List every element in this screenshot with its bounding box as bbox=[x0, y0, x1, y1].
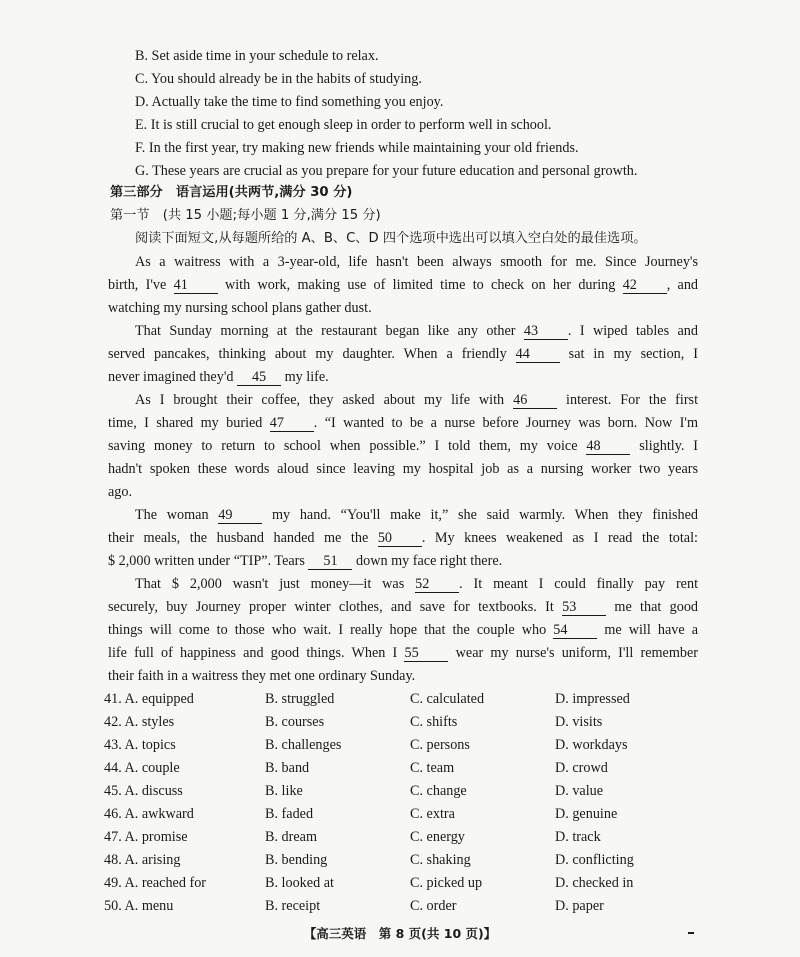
passage-line: their faith in a waitress they met one ordinary Sunday. bbox=[108, 668, 416, 684]
blank-54: 54 bbox=[553, 622, 597, 639]
passage-text: me that good bbox=[614, 599, 699, 615]
passage-line bbox=[135, 389, 698, 411]
option-a: 46. A. awkward bbox=[104, 806, 194, 822]
part3-heading: 第三部分 语言运用(共两节,满分 30 分) bbox=[110, 185, 353, 200]
passage-text: me will have a bbox=[604, 622, 699, 638]
passage-line bbox=[108, 596, 698, 618]
passage-line bbox=[135, 504, 698, 526]
section1-heading: 第一节 (共 15 小题;每小题 1 分,满分 15 分) bbox=[110, 208, 381, 223]
option-c: C. extra bbox=[410, 806, 455, 822]
blank-49: 49 bbox=[218, 507, 262, 524]
option-c: C. persons bbox=[410, 737, 470, 753]
option-d: D. value bbox=[555, 783, 604, 799]
option-b: B. looked at bbox=[265, 875, 334, 891]
prev-option-b: B. Set aside time in your schedule to relax. bbox=[135, 48, 379, 64]
blank-50: 50 bbox=[378, 530, 422, 547]
passage-line bbox=[108, 527, 698, 549]
passage-text: . “I wanted to be a nurse before Journey was born. Now I'm bbox=[313, 415, 698, 431]
option-d: D. paper bbox=[555, 898, 604, 914]
blank-55: 55 bbox=[404, 645, 448, 662]
blank-41: 41 bbox=[174, 277, 218, 294]
passage-text: As I brought their coffee, they asked about my life with bbox=[135, 392, 505, 408]
passage-text: down my face right there. bbox=[356, 553, 503, 569]
question-row bbox=[104, 826, 704, 849]
blank-46: 46 bbox=[513, 392, 557, 409]
passage-text: sat in my section, I bbox=[568, 346, 699, 362]
passage-line bbox=[108, 642, 698, 664]
passage-line bbox=[108, 435, 698, 457]
option-a: 49. A. reached for bbox=[104, 875, 207, 891]
passage-line bbox=[108, 366, 698, 388]
passage-text: . My knees weakened as I read the total: bbox=[421, 530, 698, 546]
option-d: D. genuine bbox=[555, 806, 618, 822]
option-b: B. faded bbox=[265, 806, 314, 822]
option-c: C. energy bbox=[410, 829, 465, 845]
option-b: B. band bbox=[265, 760, 310, 776]
question-row bbox=[104, 849, 704, 872]
question-row bbox=[104, 895, 704, 918]
option-c: C. picked up bbox=[410, 875, 483, 891]
passage-text: That $ 2,000 wasn't just money—it was bbox=[135, 576, 405, 592]
option-a: 47. A. promise bbox=[104, 829, 188, 845]
passage-line bbox=[108, 343, 698, 365]
passage-text: birth, I've bbox=[108, 277, 167, 293]
blank-53: 53 bbox=[562, 599, 606, 616]
passage-text: The woman bbox=[135, 507, 209, 523]
option-b: B. like bbox=[265, 783, 303, 799]
option-d: D. impressed bbox=[555, 691, 630, 707]
option-b: B. dream bbox=[265, 829, 318, 845]
blank-44: 44 bbox=[516, 346, 560, 363]
option-c: C. calculated bbox=[410, 691, 485, 707]
option-b: B. courses bbox=[265, 714, 325, 730]
passage-text: their meals, the husband handed me the bbox=[108, 530, 369, 546]
passage-text: $ 2,000 written under “TIP”. Tears bbox=[108, 553, 305, 569]
passage-line: ago. bbox=[108, 484, 133, 500]
option-d: D. visits bbox=[555, 714, 603, 730]
option-b: B. struggled bbox=[265, 691, 335, 707]
passage-text: things will come to those who wait. I really hope that the couple who bbox=[108, 622, 547, 638]
prev-option-d: D. Actually take the time to find something you enjoy. bbox=[135, 94, 444, 110]
blank-43: 43 bbox=[524, 323, 568, 340]
blank-42: 42 bbox=[623, 277, 667, 294]
instruction: 阅读下面短文,从每题所给的 A、B、C、D 四个选项中选出可以填入空白处的最佳选项。 bbox=[135, 231, 647, 246]
option-d: D. checked in bbox=[555, 875, 634, 891]
passage-text: . I wiped tables and bbox=[567, 323, 698, 339]
page-mark bbox=[688, 932, 694, 934]
passage-line bbox=[108, 619, 698, 641]
passage-text: , and bbox=[666, 277, 699, 293]
question-row bbox=[104, 757, 704, 780]
passage-text: served pancakes, thinking about my daughter. When a friendly bbox=[108, 346, 507, 362]
passage-text: never imagined they'd bbox=[108, 369, 234, 385]
passage-text: my hand. “You'll make it,” she said warmly. When they finished bbox=[271, 507, 699, 523]
option-a: 43. A. topics bbox=[104, 737, 176, 753]
blank-45: 45 bbox=[237, 369, 281, 386]
passage-line: As a waitress with a 3-year-old, life hasn't been always smooth for me. Since Journey's bbox=[135, 254, 698, 270]
option-c: C. change bbox=[410, 783, 467, 799]
passage-text: interest. For the first bbox=[566, 392, 699, 408]
passage-text: saving money to return to school when possible.” I told them, my voice bbox=[108, 438, 578, 454]
question-row bbox=[104, 688, 704, 711]
option-d: D. workdays bbox=[555, 737, 628, 753]
prev-option-f: F. In the first year, try making new friends while maintaining your old friends. bbox=[135, 140, 579, 156]
option-a: 44. A. couple bbox=[104, 760, 180, 776]
option-d: D. track bbox=[555, 829, 601, 845]
passage-text: That Sunday morning at the restaurant began like any other bbox=[135, 323, 516, 339]
prev-option-e: E. It is still crucial to get enough sleep in order to perform well in school. bbox=[135, 117, 552, 133]
passage-text: wear my nurse's uniform, I'll remember bbox=[455, 645, 698, 661]
question-row bbox=[104, 872, 704, 895]
passage-line bbox=[108, 412, 698, 434]
question-row bbox=[104, 734, 704, 757]
passage-text: my life. bbox=[284, 369, 329, 385]
passage-line: hadn't spoken these words aloud since leaving my hospital job as a nursing worker two years bbox=[108, 461, 698, 477]
passage-text: with work, making use of limited time to check on her during bbox=[224, 277, 616, 293]
passage-text: life full of happiness and good things. When I bbox=[108, 645, 398, 661]
question-row bbox=[104, 803, 704, 826]
blank-51: 51 bbox=[308, 553, 352, 570]
option-a: 48. A. arising bbox=[104, 852, 181, 868]
option-c: C. order bbox=[410, 898, 457, 914]
blank-52: 52 bbox=[415, 576, 459, 593]
passage-line bbox=[108, 274, 698, 296]
option-c: C. shifts bbox=[410, 714, 458, 730]
option-a: 45. A. discuss bbox=[104, 783, 183, 799]
option-a: 42. A. styles bbox=[104, 714, 175, 730]
prev-option-c: C. You should already be in the habits of studying. bbox=[135, 71, 422, 87]
option-b: B. bending bbox=[265, 852, 328, 868]
option-a: 50. A. menu bbox=[104, 898, 174, 914]
blank-47: 47 bbox=[270, 415, 314, 432]
question-row bbox=[104, 711, 704, 734]
passage-text: time, I shared my buried bbox=[108, 415, 263, 431]
passage-line bbox=[135, 320, 698, 342]
passage-line bbox=[135, 573, 698, 595]
option-d: D. crowd bbox=[555, 760, 608, 776]
blank-48: 48 bbox=[586, 438, 630, 455]
option-d: D. conflicting bbox=[555, 852, 634, 868]
passage-text: . It meant I could finally pay rent bbox=[459, 576, 699, 592]
option-a: 41. A. equipped bbox=[104, 691, 194, 707]
option-b: B. challenges bbox=[265, 737, 342, 753]
passage-line: watching my nursing school plans gather dust. bbox=[108, 300, 372, 316]
passage-text: securely, buy Journey proper winter clothes, and save for textbooks. It bbox=[108, 599, 554, 615]
prev-option-g: G. These years are crucial as you prepare for your future education and personal growth. bbox=[135, 163, 638, 179]
option-c: C. team bbox=[410, 760, 455, 776]
option-b: B. receipt bbox=[265, 898, 321, 914]
passage-text: slightly. I bbox=[639, 438, 699, 454]
page-footer: 【高三英语 第 8 页(共 10 页)】 bbox=[303, 926, 497, 941]
passage-line bbox=[108, 550, 698, 572]
question-row bbox=[104, 780, 704, 803]
option-c: C. shaking bbox=[410, 852, 471, 868]
